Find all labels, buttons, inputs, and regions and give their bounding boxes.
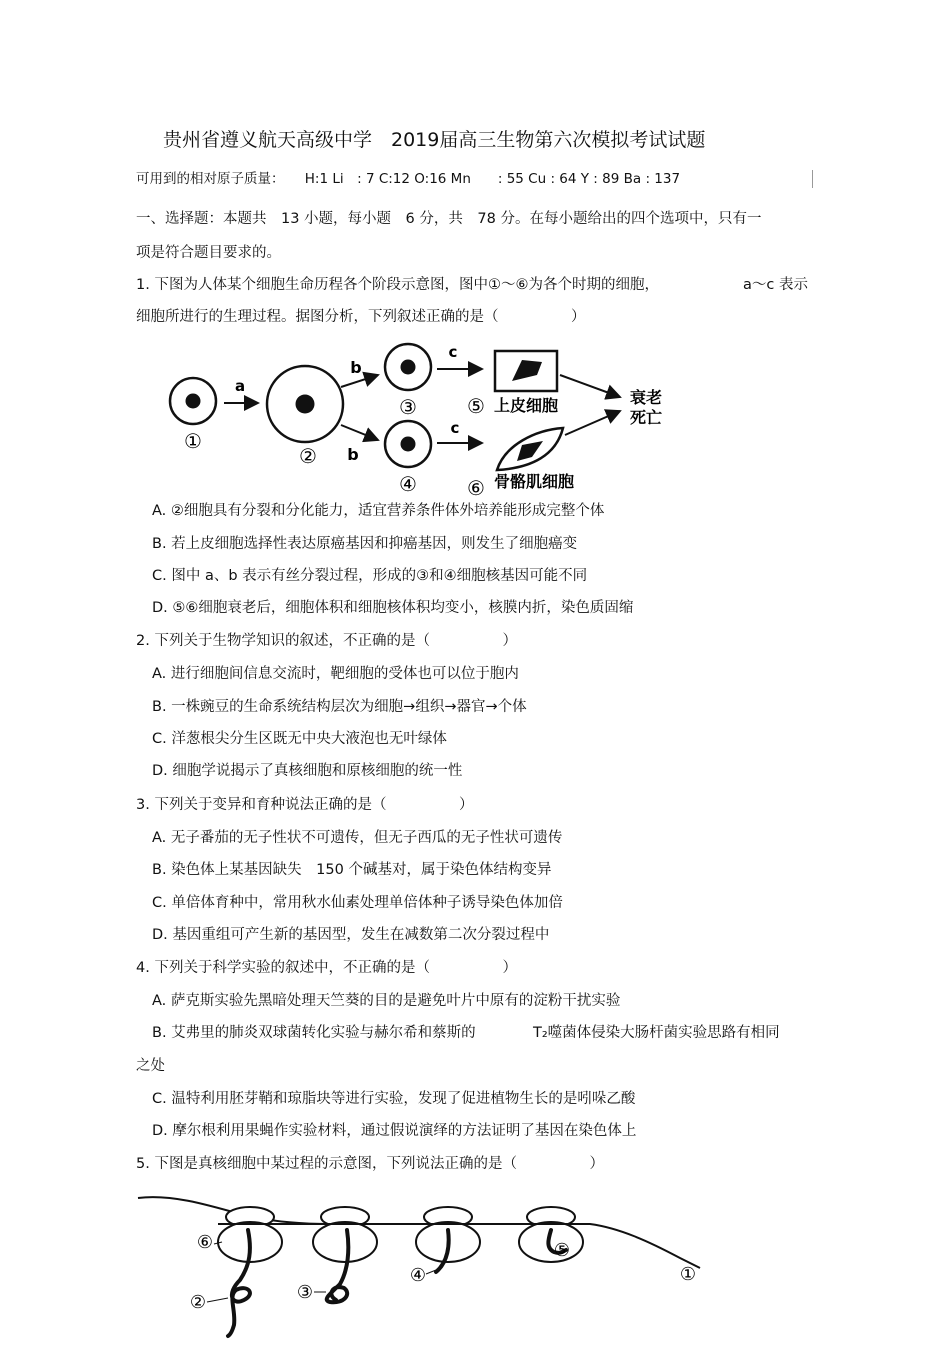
q3-stem: 3. 下列关于变异和育种说法正确的是（ ） [136,797,474,813]
label-cell-6: ⑥ [467,476,485,500]
label-cell-5: ⑤ [467,394,485,418]
cell-life-cycle-diagram [160,335,680,505]
label-cell-4: ④ [399,472,417,496]
label-3: ③ [296,1282,314,1303]
q4-option-b-line1: B. 艾弗里的肺炎双球菌转化实验与赫尔希和蔡斯的 [152,1025,476,1041]
q1-option-c: C. 图中 a、b 表示有丝分裂过程，形成的③和④细胞核基因可能不同 [152,568,588,584]
q1-stem-line1: 1. 下图为人体某个细胞生命历程各个阶段示意图，图中①～⑥为各个时期的细胞， [136,277,659,293]
arrow-a-label: a [234,377,246,395]
label-1: ① [679,1264,697,1285]
page-title: 贵州省遵义航天高级中学 2019届高三生物第六次模拟考试试题 [163,129,706,151]
q4-option-b-line2: 之处 [136,1058,165,1074]
q5-stem: 5. 下图是真核细胞中某过程的示意图，下列说法正确的是（ ） [136,1156,604,1172]
q1-option-d: D. ⑤⑥细胞衰老后，细胞体积和细胞核体积均变小，核膜内折，染色质固缩 [152,600,634,616]
q2-option-b: B. 一株豌豆的生命系统结构层次为细胞→组织→器官→个体 [152,699,527,715]
arrow-b-bottom-label: b [347,445,359,464]
q4-option-d: D. 摩尔根利用果蝇作实验材料，通过假说演绎的方法证明了基因在染色体上 [152,1123,637,1139]
q3-option-d: D. 基因重组可产生新的基因型，发生在减数第二次分裂过程中 [152,927,550,943]
arrow-to-senescence-bottom [565,411,620,435]
senescence-label-line2: 死亡 [630,408,663,427]
q4-option-b-line1-right: T₂噬菌体侵染大肠杆菌实验思路有相同 [533,1025,780,1041]
label-cell-1: ① [184,429,202,453]
skeletal-muscle-cell-name: 骨骼肌细胞 [494,472,575,491]
label-cell-3: ③ [399,395,417,419]
q2-option-a: A. 进行细胞间信息交流时，靶细胞的受体也可以位于胞内 [152,666,519,682]
ribosome-2 [313,1207,377,1262]
q4-stem: 4. 下列关于科学实验的叙述中，不正确的是（ ） [136,960,517,976]
translation-diagram [130,1190,710,1340]
cell-1 [170,378,216,424]
q3-option-b: B. 染色体上某基因缺失 150 个碱基对，属于染色体结构变异 [152,862,552,878]
label-5: ⑤ [553,1240,571,1261]
q3-option-c: C. 单倍体育种中，常用秋水仙素处理单倍体种子诱导染色体加倍 [152,895,563,911]
label-6: ⑥ [196,1232,214,1253]
atomic-masses-bracket [812,170,813,188]
epithelial-cell-name: 上皮细胞 [494,396,559,415]
arrow-c-bottom-label: c [450,419,460,437]
label-cell-2: ② [299,444,317,468]
cell-2 [267,366,343,442]
label-4: ④ [409,1265,427,1286]
arrow-c-top-label: c [448,343,458,361]
arrow-b-bottom [341,425,378,440]
q4-option-a: A. 萨克斯实验先黑暗处理天竺葵的目的是避免叶片中原有的淀粉干扰实验 [152,993,621,1009]
q2-option-c: C. 洋葱根尖分生区既无中央大液泡也无叶绿体 [152,731,447,747]
cell-4 [385,421,431,467]
q1-option-b: B. 若上皮细胞选择性表达原癌基因和抑癌基因，则发生了细胞癌变 [152,536,578,552]
arrow-to-senescence-top [560,375,620,397]
q4-option-c: C. 温特利用胚芽鞘和琼脂块等进行实验，发现了促进植物生长的是吲哚乙酸 [152,1091,636,1107]
q3-option-a: A. 无子番茄的无子性状不可遗传，但无子西瓜的无子性状可遗传 [152,830,563,846]
section-header-line2: 项是符合题目要求的。 [136,245,281,261]
section-header-line1: 一、选择题：本题共 13 小题，每小题 6 分，共 78 分。在每小题给出的四个选项中，只有一 [136,211,762,227]
skeletal-muscle-cell [497,428,563,470]
q2-stem: 2. 下列关于生物学知识的叙述，不正确的是（ ） [136,633,517,649]
senescence-label-line1: 衰老 [630,388,663,407]
q1-stem-line2: 细胞所进行的生理过程。据图分析，下列叙述正确的是（ ） [136,309,586,325]
q2-option-d: D. 细胞学说揭示了真核细胞和原核细胞的统一性 [152,763,463,779]
cell-3 [385,344,431,390]
atomic-masses-line: 可用到的相对原子质量： H:1 Li : 7 C:12 O:16 Mn : 55 Cu : 64 Y : 89 Ba : 137 [136,171,681,187]
arrow-b-top-label: b [350,358,362,377]
q1-option-a: A. ②细胞具有分裂和分化能力，适宜营养条件体外培养能形成完整个体 [152,503,605,519]
label-2: ② [189,1292,207,1313]
q1-stem-line1-right: a～c 表示 [743,277,808,293]
pointer-2 [207,1298,228,1302]
epithelial-cell [495,351,557,391]
